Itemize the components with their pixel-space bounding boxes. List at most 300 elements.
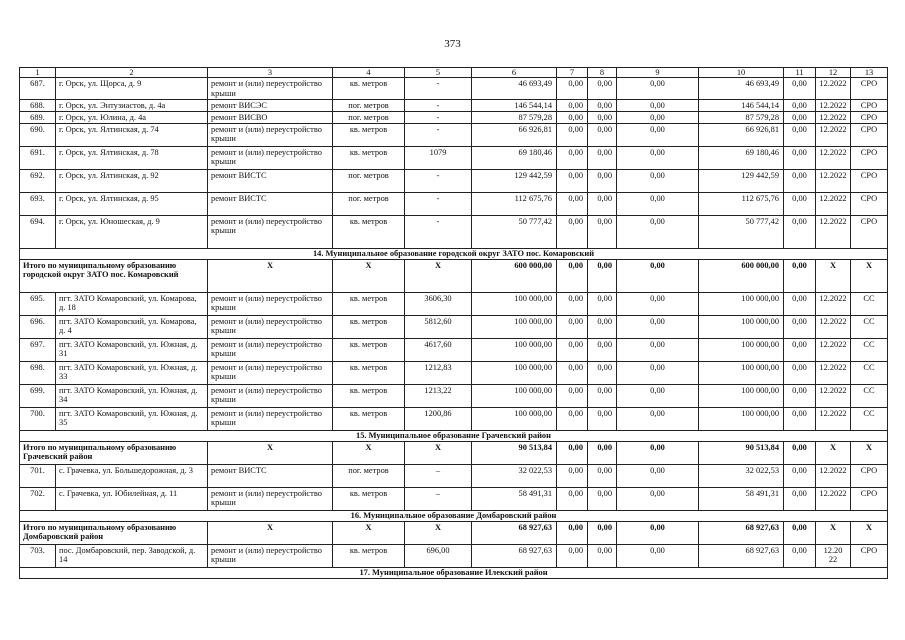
table-cell: 100 000,00 <box>472 384 557 407</box>
table-cell: СРО <box>851 78 888 100</box>
table-cell: 0,00 <box>557 464 588 487</box>
table-cell: 100 000,00 <box>472 407 557 430</box>
table-body <box>20 68 888 579</box>
table-cell: ремонт и (или) переустройство крыши <box>208 292 333 315</box>
table-cell: 12.2022 <box>816 123 851 146</box>
column-number: 11 <box>784 68 816 78</box>
column-number: 5 <box>405 68 472 78</box>
total-cell: X <box>405 259 472 292</box>
table-cell: СРО <box>851 487 888 510</box>
table-cell: пгт. ЗАТО Комаровский, ул. Комарова, д. 18 <box>56 292 208 315</box>
table-cell: – <box>405 487 472 510</box>
total-cell: X <box>208 521 333 544</box>
table-cell: СРО <box>851 111 888 123</box>
table-cell: 0,00 <box>617 215 699 248</box>
table-cell: 0,00 <box>588 123 617 146</box>
table-cell: 12.2022 <box>816 99 851 111</box>
table-row <box>20 192 888 215</box>
municipality-total-row <box>20 521 888 544</box>
table-cell: 0,00 <box>557 384 588 407</box>
table-cell: 0,00 <box>617 361 699 384</box>
table-cell: 12.20 22 <box>816 544 851 567</box>
page-number: 373 <box>444 38 461 50</box>
table-cell: - <box>405 99 472 111</box>
total-label: Итого по муниципальному образованию городской округ ЗАТО пос. Комаровский <box>20 259 208 292</box>
table-cell: пог. метров <box>333 111 405 123</box>
table-cell: 146 544,14 <box>472 99 557 111</box>
table-cell: 0,00 <box>588 169 617 192</box>
table-cell: кв. метров <box>333 315 405 338</box>
table-cell: 0,00 <box>557 292 588 315</box>
total-label: Итого по муниципальному образованию Домбаровский район <box>20 521 208 544</box>
table-cell: 698. <box>20 361 56 384</box>
section-heading-row <box>20 430 888 441</box>
table-cell: 66 926,81 <box>472 123 557 146</box>
table-cell: 0,00 <box>784 361 816 384</box>
table-cell: 690. <box>20 123 56 146</box>
table-cell: 0,00 <box>784 123 816 146</box>
total-cell: 0,00 <box>557 521 588 544</box>
table-cell: 693. <box>20 192 56 215</box>
table-cell: пос. Домбаровский, пер. Заводской, д. 14 <box>56 544 208 567</box>
table-row <box>20 215 888 248</box>
table-cell: ремонт и (или) переустройство крыши <box>208 315 333 338</box>
table-cell: ремонт и (или) переустройство крыши <box>208 78 333 100</box>
table-cell: - <box>405 123 472 146</box>
table-cell: 100 000,00 <box>699 407 784 430</box>
total-cell: 0,00 <box>557 259 588 292</box>
column-number: 7 <box>557 68 588 78</box>
total-cell: 0,00 <box>588 521 617 544</box>
table-cell: 46 693,49 <box>472 78 557 100</box>
column-number-row <box>20 68 888 78</box>
total-cell: 600 000,00 <box>472 259 557 292</box>
table-cell: 0,00 <box>784 192 816 215</box>
table-row <box>20 292 888 315</box>
table-cell: г. Орск, ул. Ялтинская, д. 74 <box>56 123 208 146</box>
table-cell: 692. <box>20 169 56 192</box>
total-cell: 0,00 <box>784 259 816 292</box>
total-cell: X <box>851 441 888 464</box>
total-cell: X <box>816 259 851 292</box>
table-cell: ремонт и (или) переустройство крыши <box>208 338 333 361</box>
table-cell: пгт. ЗАТО Комаровский, ул. Комарова, д. 4 <box>56 315 208 338</box>
total-cell: X <box>208 441 333 464</box>
table-cell: 0,00 <box>588 99 617 111</box>
table-cell: 702. <box>20 487 56 510</box>
table-cell: г. Орск, ул. Юношеская, д. 9 <box>56 215 208 248</box>
table-cell: СРО <box>851 192 888 215</box>
section-heading-row <box>20 510 888 521</box>
table-cell: г. Орск, ул. Ялтинская, д. 95 <box>56 192 208 215</box>
table-cell: пог. метров <box>333 464 405 487</box>
table-cell: 0,00 <box>557 78 588 100</box>
table-cell: 112 675,76 <box>699 192 784 215</box>
table-cell: - <box>405 78 472 100</box>
table-cell: 0,00 <box>557 407 588 430</box>
table-cell: 12.2022 <box>816 338 851 361</box>
table-cell: 0,00 <box>588 487 617 510</box>
table-cell: пог. метров <box>333 169 405 192</box>
table-cell: 0,00 <box>557 215 588 248</box>
table-cell: кв. метров <box>333 78 405 100</box>
table-cell: г. Орск, ул. Энтузиастов, д. 4а <box>56 99 208 111</box>
table-cell: кв. метров <box>333 215 405 248</box>
table-cell: 66 926,81 <box>699 123 784 146</box>
table-cell: 0,00 <box>617 192 699 215</box>
table-cell: 0,00 <box>617 464 699 487</box>
table-cell: 68 927,63 <box>699 544 784 567</box>
table-cell: ремонт и (или) переустройство крыши <box>208 361 333 384</box>
table-row <box>20 315 888 338</box>
table-cell: 12.2022 <box>816 292 851 315</box>
table-cell: 0,00 <box>557 169 588 192</box>
table-cell: - <box>405 169 472 192</box>
table-cell: ремонт и (или) переустройство крыши <box>208 123 333 146</box>
table-cell: - <box>405 215 472 248</box>
table-cell: 0,00 <box>588 111 617 123</box>
table-row <box>20 361 888 384</box>
table-cell: 688. <box>20 99 56 111</box>
table-cell: 100 000,00 <box>472 361 557 384</box>
table-cell: 0,00 <box>784 544 816 567</box>
table-cell: 0,00 <box>617 169 699 192</box>
table-cell: 0,00 <box>617 487 699 510</box>
table-cell: 100 000,00 <box>472 292 557 315</box>
table-cell: пгт. ЗАТО Комаровский, ул. Южная, д. 33 <box>56 361 208 384</box>
table-cell: 146 544,14 <box>699 99 784 111</box>
table-cell: 0,00 <box>617 384 699 407</box>
table-cell: СС <box>851 338 888 361</box>
table-cell: СС <box>851 292 888 315</box>
table-cell: пгт. ЗАТО Комаровский, ул. Южная, д. 34 <box>56 384 208 407</box>
table-cell: 0,00 <box>588 215 617 248</box>
table-cell: г. Орск, ул. Ялтинская, д. 92 <box>56 169 208 192</box>
municipality-total-row <box>20 441 888 464</box>
table-cell: 0,00 <box>588 78 617 100</box>
table-cell: 703. <box>20 544 56 567</box>
table-cell: кв. метров <box>333 338 405 361</box>
total-cell: X <box>208 259 333 292</box>
table-cell: 0,00 <box>557 111 588 123</box>
table-cell: ремонт ВИСТС <box>208 169 333 192</box>
table-cell: 12.2022 <box>816 407 851 430</box>
table-cell: кв. метров <box>333 407 405 430</box>
table-cell: 0,00 <box>617 78 699 100</box>
table-cell: - <box>405 111 472 123</box>
table-cell: кв. метров <box>333 487 405 510</box>
table-cell: кв. метров <box>333 123 405 146</box>
column-number: 2 <box>56 68 208 78</box>
table-cell: 100 000,00 <box>472 315 557 338</box>
table-cell: 0,00 <box>617 407 699 430</box>
table-cell: 0,00 <box>588 292 617 315</box>
table-cell: – <box>405 464 472 487</box>
table-row <box>20 487 888 510</box>
total-cell: 90 513,84 <box>472 441 557 464</box>
table-cell: 1213,22 <box>405 384 472 407</box>
table-cell: 69 180,46 <box>699 146 784 169</box>
table-cell: 129 442,59 <box>472 169 557 192</box>
section-heading: 16. Муниципальное образование Домбаровский район <box>20 510 888 521</box>
table-cell: 100 000,00 <box>699 292 784 315</box>
table-cell: 12.2022 <box>816 384 851 407</box>
table-cell: 0,00 <box>588 192 617 215</box>
total-cell: 0,00 <box>557 441 588 464</box>
table-cell: 696. <box>20 315 56 338</box>
table-cell: пог. метров <box>333 192 405 215</box>
table-cell: 0,00 <box>588 361 617 384</box>
table-cell: 0,00 <box>557 192 588 215</box>
table-cell: ремонт ВИСТС <box>208 192 333 215</box>
table-cell: 0,00 <box>784 407 816 430</box>
table-cell: ремонт и (или) переустройство крыши <box>208 407 333 430</box>
table-cell: 0,00 <box>588 407 617 430</box>
table-cell: 0,00 <box>784 78 816 100</box>
table-cell: кв. метров <box>333 361 405 384</box>
total-cell: 0,00 <box>784 441 816 464</box>
table-row <box>20 338 888 361</box>
table-cell: 0,00 <box>557 487 588 510</box>
table-cell: 0,00 <box>617 292 699 315</box>
table-cell: 689. <box>20 111 56 123</box>
table-cell: 0,00 <box>784 169 816 192</box>
total-cell: X <box>333 441 405 464</box>
table-cell: 0,00 <box>588 464 617 487</box>
table-cell: 3606,30 <box>405 292 472 315</box>
column-number: 8 <box>588 68 617 78</box>
column-number: 6 <box>472 68 557 78</box>
total-cell: 90 513,84 <box>699 441 784 464</box>
table-cell: 0,00 <box>588 338 617 361</box>
table-cell: 0,00 <box>588 315 617 338</box>
table-row <box>20 464 888 487</box>
table-cell: 0,00 <box>617 146 699 169</box>
table-row <box>20 146 888 169</box>
table-cell: 100 000,00 <box>699 361 784 384</box>
table-cell: 50 777,42 <box>699 215 784 248</box>
table-cell: 5812,60 <box>405 315 472 338</box>
table-cell: СРО <box>851 146 888 169</box>
table-cell: 1212,83 <box>405 361 472 384</box>
column-number: 1 <box>20 68 56 78</box>
table-cell: 0,00 <box>784 292 816 315</box>
table-cell: ремонт и (или) переустройство крыши <box>208 146 333 169</box>
total-cell: 0,00 <box>617 441 699 464</box>
table-row <box>20 544 888 567</box>
table-cell: 0,00 <box>617 315 699 338</box>
table-cell: 32 022,53 <box>472 464 557 487</box>
column-number: 3 <box>208 68 333 78</box>
section-heading-row <box>20 248 888 259</box>
table-cell: 12.2022 <box>816 315 851 338</box>
table-cell: СС <box>851 361 888 384</box>
table-cell: 691. <box>20 146 56 169</box>
table-cell: СРО <box>851 169 888 192</box>
table-cell: г. Орск, ул. Юлина, д. 4а <box>56 111 208 123</box>
table-cell: кв. метров <box>333 292 405 315</box>
table-row <box>20 169 888 192</box>
table-cell: 0,00 <box>617 99 699 111</box>
table-cell: ремонт и (или) переустройство крыши <box>208 544 333 567</box>
table-cell: 129 442,59 <box>699 169 784 192</box>
table-cell: 100 000,00 <box>699 315 784 338</box>
table-cell: 1079 <box>405 146 472 169</box>
total-cell: X <box>405 441 472 464</box>
table-cell: 0,00 <box>557 123 588 146</box>
total-cell: 0,00 <box>617 259 699 292</box>
table-cell: 4617,60 <box>405 338 472 361</box>
table-cell: 87 579,28 <box>472 111 557 123</box>
table-cell: 100 000,00 <box>699 384 784 407</box>
table-cell: СРО <box>851 99 888 111</box>
table-cell: 12.2022 <box>816 215 851 248</box>
table-row <box>20 123 888 146</box>
table-row <box>20 78 888 100</box>
table-cell: 0,00 <box>784 315 816 338</box>
table-cell: 58 491,31 <box>472 487 557 510</box>
table-cell: СРО <box>851 544 888 567</box>
table-cell: 0,00 <box>557 361 588 384</box>
table-cell: 12.2022 <box>816 361 851 384</box>
table-row <box>20 407 888 430</box>
table-cell: пгт. ЗАТО Комаровский, ул. Южная, д. 35 <box>56 407 208 430</box>
table-cell: ремонт и (или) переустройство крыши <box>208 487 333 510</box>
total-cell: 68 927,63 <box>472 521 557 544</box>
table-cell: с. Грачевка, ул. Юбилейная, д. 11 <box>56 487 208 510</box>
table-row <box>20 384 888 407</box>
table-cell: ремонт и (или) переустройство крыши <box>208 384 333 407</box>
repair-register-table <box>19 67 888 579</box>
table-cell: ремонт ВИСТС <box>208 464 333 487</box>
total-label: Итого по муниципальному образованию Грачевский район <box>20 441 208 464</box>
table-cell: 12.2022 <box>816 192 851 215</box>
table-cell: 0,00 <box>557 146 588 169</box>
table-row <box>20 99 888 111</box>
table-cell: СРО <box>851 215 888 248</box>
table-cell: 0,00 <box>557 338 588 361</box>
column-number: 4 <box>333 68 405 78</box>
table-cell: 0,00 <box>784 487 816 510</box>
table-cell: кв. метров <box>333 384 405 407</box>
table-cell: 50 777,42 <box>472 215 557 248</box>
table-cell: 0,00 <box>617 544 699 567</box>
table-cell: пгт. ЗАТО Комаровский, ул. Южная, д. 31 <box>56 338 208 361</box>
table-cell: 699. <box>20 384 56 407</box>
table-cell: 12.2022 <box>816 169 851 192</box>
total-cell: 0,00 <box>784 521 816 544</box>
table-cell: - <box>405 192 472 215</box>
table-cell: 0,00 <box>557 99 588 111</box>
table-cell: кв. метров <box>333 146 405 169</box>
total-cell: X <box>851 521 888 544</box>
table-cell: СС <box>851 407 888 430</box>
table-cell: 0,00 <box>784 215 816 248</box>
column-number: 13 <box>851 68 888 78</box>
table-cell: 0,00 <box>784 146 816 169</box>
table-cell: 0,00 <box>784 99 816 111</box>
column-number: 12 <box>816 68 851 78</box>
table-cell: 12.2022 <box>816 146 851 169</box>
table-cell: ремонт и (или) переустройство крыши <box>208 215 333 248</box>
table-cell: 700. <box>20 407 56 430</box>
table-cell: 687. <box>20 78 56 100</box>
table-cell: 100 000,00 <box>472 338 557 361</box>
total-cell: 600 000,00 <box>699 259 784 292</box>
total-cell: 0,00 <box>617 521 699 544</box>
total-cell: X <box>816 441 851 464</box>
table-cell: 69 180,46 <box>472 146 557 169</box>
table-cell: 0,00 <box>588 384 617 407</box>
table-cell: 0,00 <box>588 146 617 169</box>
table-cell: 58 491,31 <box>699 487 784 510</box>
table-cell: 0,00 <box>784 338 816 361</box>
table-cell: 695. <box>20 292 56 315</box>
table-cell: кв. метров <box>333 544 405 567</box>
table-cell: 0,00 <box>617 123 699 146</box>
column-number: 10 <box>699 68 784 78</box>
table-cell: с. Грачевка, ул. Большедорожная, д. 3 <box>56 464 208 487</box>
section-heading: 14. Муниципальное образование городской округ ЗАТО пос. Комаровский <box>20 248 888 259</box>
total-cell: 0,00 <box>588 259 617 292</box>
total-cell: 0,00 <box>588 441 617 464</box>
table-cell: ремонт ВИСЭС <box>208 99 333 111</box>
table-cell: 0,00 <box>617 338 699 361</box>
column-number: 9 <box>617 68 699 78</box>
table-cell: г. Орск, ул. Ялтинская, д. 78 <box>56 146 208 169</box>
table-cell: 0,00 <box>617 111 699 123</box>
table-cell: 697. <box>20 338 56 361</box>
table-cell: 0,00 <box>557 544 588 567</box>
total-cell: X <box>816 521 851 544</box>
section-heading: 17. Муниципальное образование Илекский район <box>20 567 888 578</box>
total-cell: X <box>851 259 888 292</box>
table-cell: 46 693,49 <box>699 78 784 100</box>
table-cell: 12.2022 <box>816 78 851 100</box>
table-row <box>20 111 888 123</box>
table-cell: 12.2022 <box>816 487 851 510</box>
table-cell: 112 675,76 <box>472 192 557 215</box>
table-cell: 100 000,00 <box>699 338 784 361</box>
table-cell: 0,00 <box>784 384 816 407</box>
table-cell: 1200,86 <box>405 407 472 430</box>
table-cell: СРО <box>851 464 888 487</box>
total-cell: X <box>405 521 472 544</box>
table-cell: 694. <box>20 215 56 248</box>
table-cell: 87 579,28 <box>699 111 784 123</box>
section-heading: 15. Муниципальное образование Грачевский район <box>20 430 888 441</box>
total-cell: X <box>333 259 405 292</box>
table-cell: 0,00 <box>784 111 816 123</box>
table-cell: 0,00 <box>784 464 816 487</box>
table-cell: 0,00 <box>557 315 588 338</box>
table-cell: 0,00 <box>588 544 617 567</box>
table-cell: СС <box>851 315 888 338</box>
table-cell: 701. <box>20 464 56 487</box>
table-cell: пог. метров <box>333 99 405 111</box>
table-cell: 696,00 <box>405 544 472 567</box>
table-cell: г. Орск, ул. Щорса, д. 9 <box>56 78 208 100</box>
table-cell: 12.2022 <box>816 111 851 123</box>
table-cell: СС <box>851 384 888 407</box>
table-cell: 68 927,63 <box>472 544 557 567</box>
section-heading-row <box>20 567 888 578</box>
municipality-total-row <box>20 259 888 292</box>
total-cell: 68 927,63 <box>699 521 784 544</box>
table-cell: ремонт ВИСВО <box>208 111 333 123</box>
table-cell: СРО <box>851 123 888 146</box>
table-cell: 32 022,53 <box>699 464 784 487</box>
